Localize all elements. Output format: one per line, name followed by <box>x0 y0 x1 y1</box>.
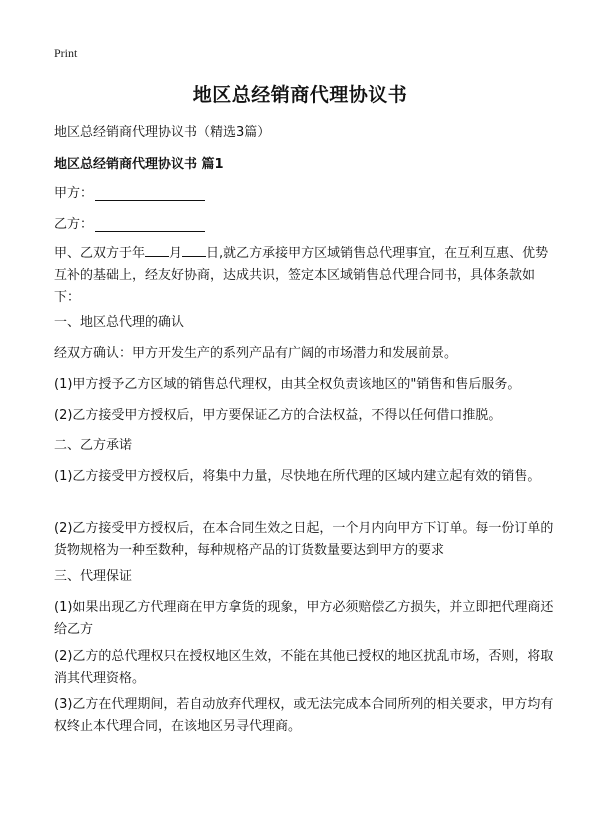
intro-paragraph <box>54 242 554 309</box>
print-label: Print <box>54 46 78 60</box>
intro-text-1: 甲、乙双方于年 <box>54 246 146 261</box>
intro-text-3: 日,就乙方承接甲方区域销售总代理事宜，在互利互惠、优势互补的基础上，经友好协商，达成共识，签定本区域销售总代理合同书，具体条款如下： <box>54 246 549 305</box>
party-a-blank <box>95 186 205 201</box>
document-subtitle: 地区总经销商代理协议书（精选3篇） <box>54 125 271 140</box>
party-a-label: 甲方： <box>54 186 94 201</box>
section-1-paragraph-3: (2)乙方接受甲方授权后，甲方要保证乙方的合法权益，不得以任何借口推脱。 <box>54 408 502 423</box>
section-1-paragraph-2: (1)甲方授予乙方区域的销售总代理权，由其全权负责该地区的"销售和售后服务。 <box>54 377 521 392</box>
section-3-paragraph-3: (3)乙方在代理期间，若自动放弃代理权，或无法完成本合同所列的相关要求，甲方均有权终止本代理合同，在该地区另寻代理商。 <box>54 697 554 734</box>
section-2-paragraph-1: (1)乙方接受甲方授权后，将集中力量，尽快地在所代理的区域内建立起有效的销售。 <box>54 469 541 484</box>
intro-text-2: 月 <box>169 246 183 261</box>
party-b-label: 乙方： <box>54 217 94 232</box>
section-3-heading: 三、代理保证 <box>54 569 133 584</box>
year-blank <box>145 242 169 257</box>
party-a-line <box>54 182 205 201</box>
day-blank <box>182 242 206 257</box>
section-3-paragraph-1: (1)如果出现乙方代理商在甲方拿货的现象，甲方必须赔偿乙方损失，并立即把代理商还给乙方 <box>54 600 554 637</box>
section-1-paragraph-1: 经双方确认：甲方开发生产的系列产品有广阔的市场潜力和发展前景。 <box>54 346 458 361</box>
section-2-paragraph-2: (2)乙方接受甲方授权后，在本合同生效之日起，一个月内向甲方下订单。每一份订单的货物规格为一种至数种，每种规格产品的订货数量要达到甲方的要求 <box>54 521 554 558</box>
party-b-blank <box>95 217 205 232</box>
section-2-heading: 二、乙方承诺 <box>54 438 133 453</box>
section-3-paragraph-2: (2)乙方的总代理权只在授权地区生效，不能在其他已授权的地区扰乱市场，否则，将取消其代理资格。 <box>54 649 554 686</box>
party-b-line <box>54 213 205 232</box>
section-heading: 地区总经销商代理协议书 篇1 <box>54 157 224 172</box>
section-1-heading: 一、地区总代理的确认 <box>54 315 185 330</box>
document-title: 地区总经销商代理协议书 <box>192 84 408 106</box>
